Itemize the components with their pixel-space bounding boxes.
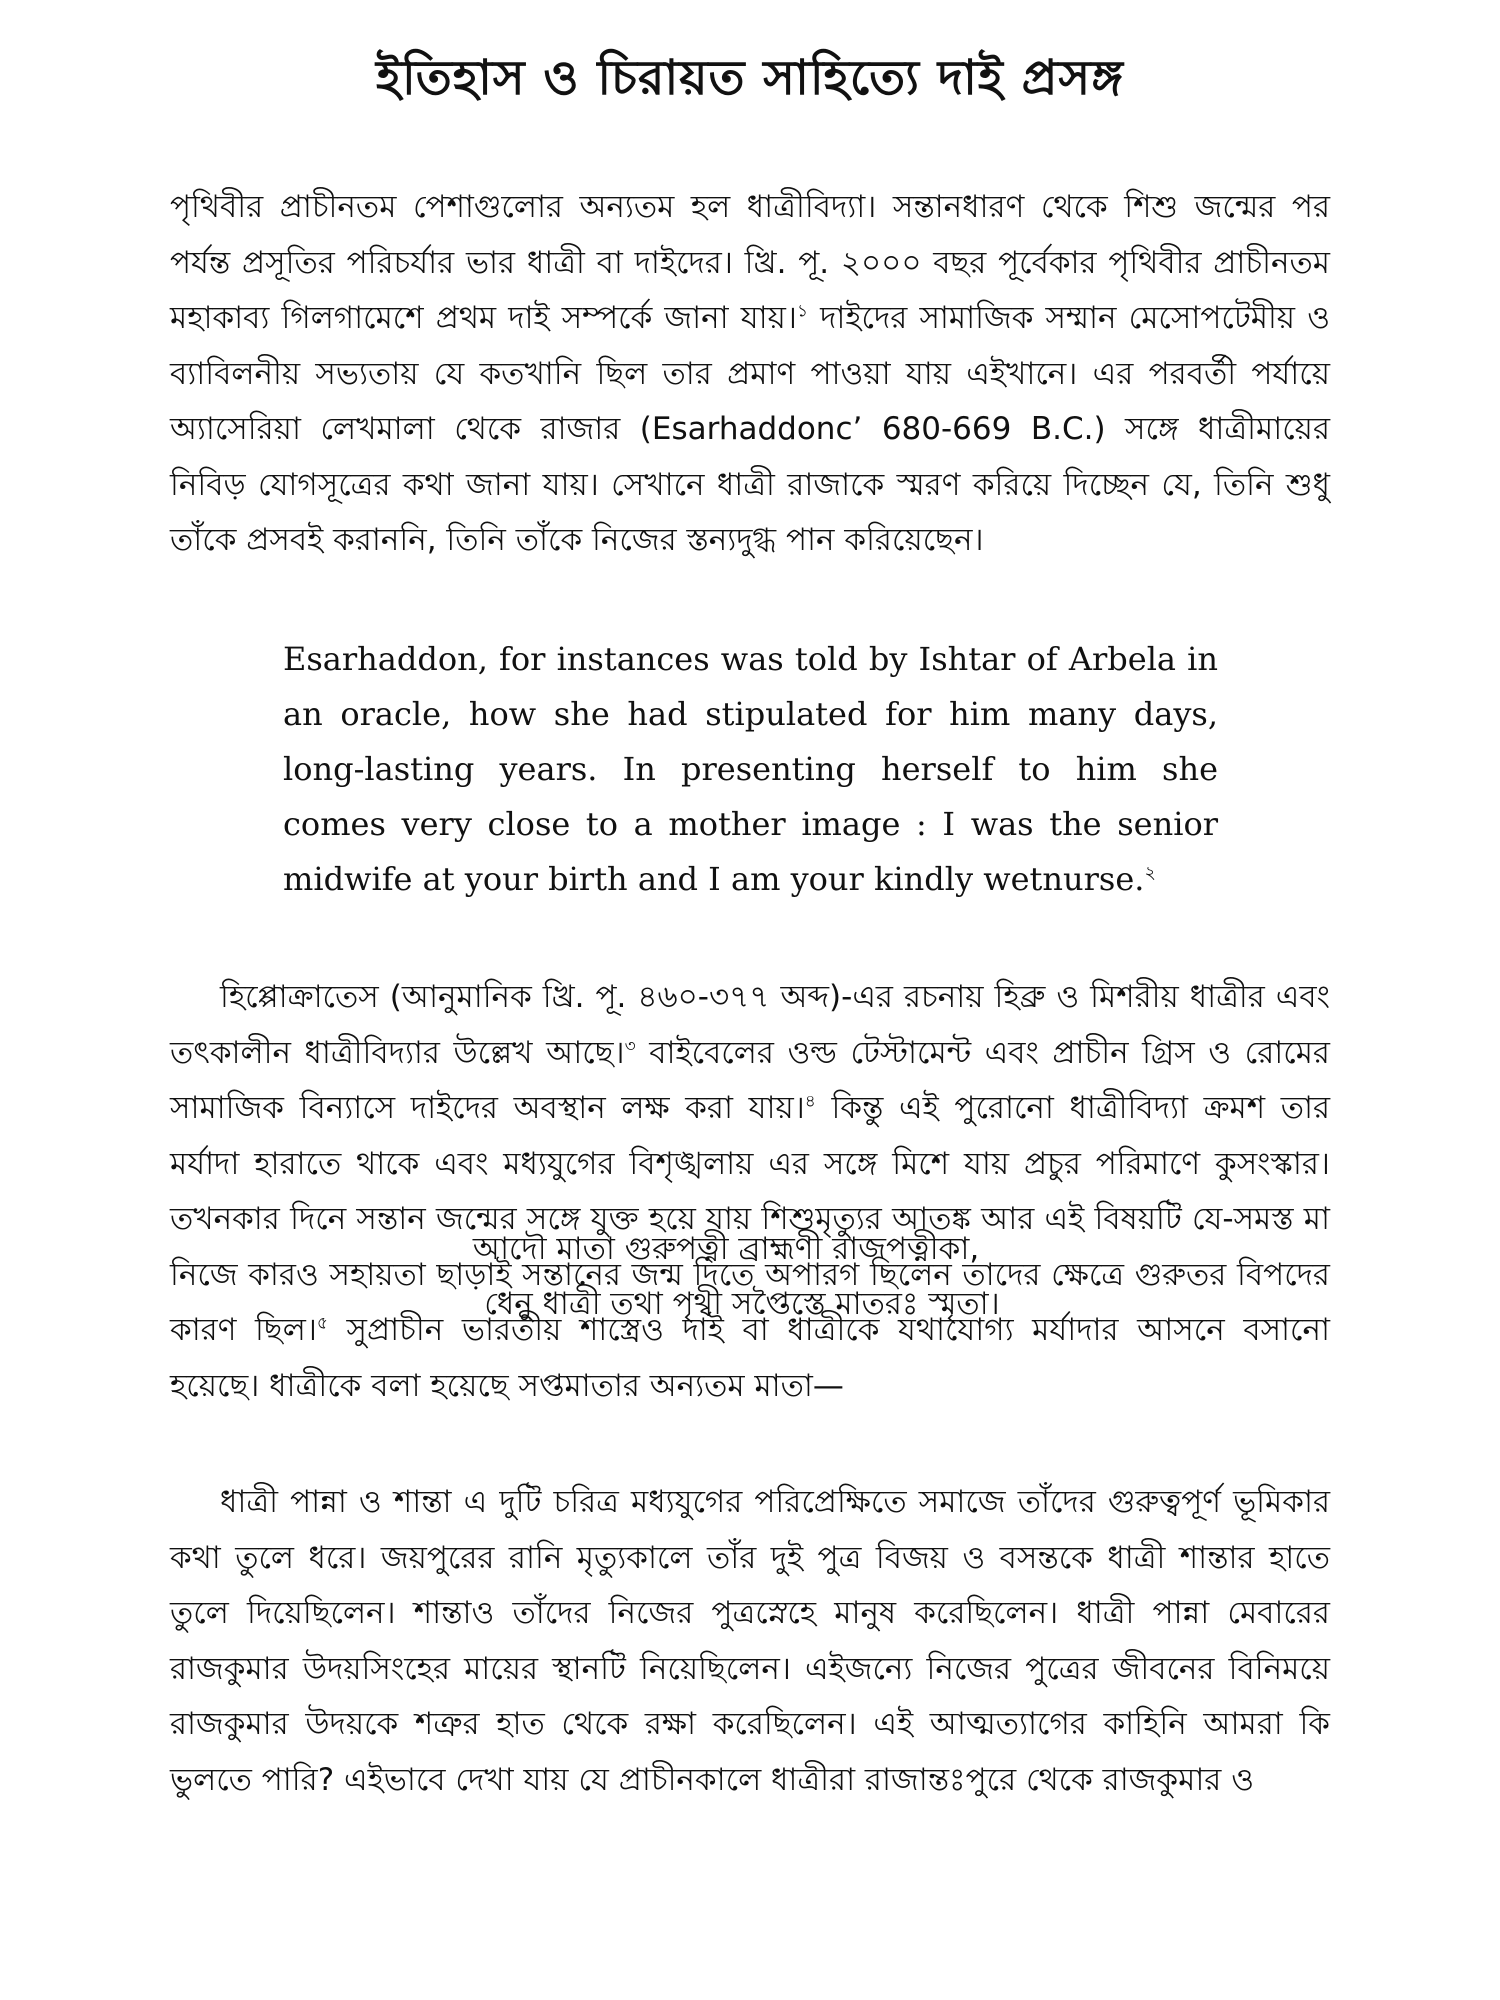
- page-title: ইতিহাস ও চিরায়ত সাহিত্যে দাই প্রসঙ্গ: [376, 50, 1124, 106]
- paragraph-2-text-d: সুপ্রাচীন ভারতীয় শাস্ত্রেও দাই বা ধাত্রীকে যথাযোগ্য মর্যাদার আসনে বসানো হয়েছে। ধাত্রীকে বলা হয়েছে সপ্তমাতার অন্যতম মাতা—: [170, 1312, 1330, 1404]
- paragraph-1: [170, 180, 1330, 569]
- paragraph-2-text-b: বাইবেলের ওল্ড টেস্টামেন্ট এবং প্রাচীন গ্রিস ও রোমের সামাজিক বিন্যাসে দাইদের অবস্থান লক্ষ করা যায়।: [170, 1034, 1330, 1126]
- paragraph-3: ধাত্রী পান্না ও শান্তা এ দুটি চরিত্র মধ্যযুগের পরিপ্রেক্ষিতে সমাজে তাঁদের গুরুত্বপূর্ণ ভূমিকার কথা তুলে ধরে। জয়পুরের রানি মৃত্যুকালে তাঁর দুই পুত্র বিজয় ও বসন্তকে ধাত্রী শান্তার হাতে তুলে দিয়েছিলেন। শান্তাও তাঁদের নিজের পুত্রস্নেহে মানুষ করেছিলেন। ধাত্রী পান্না মেবারের রাজকুমার উদয়সিংহের মায়ের স্থানটি নিয়েছিলেন। এইজন্যে নিজের পুত্রের জীবনের বিনিময়ে রাজকুমার উদয়কে শত্রুর হাত থেকে রক্ষা করেছিলেন। এই আত্মত্যাগের কাহিনি আমরা কি ভুলতে পারি? এইভাবে দেখা যায় যে প্রাচীনকালে ধাত্রীরা রাজান্তঃপুরে থেকে রাজকুমার ও: [170, 1484, 1330, 1798]
- paragraph-2: [170, 970, 1330, 1414]
- footnote-marker-1: ১: [796, 301, 809, 322]
- paragraph-1-text: পৃথিবীর প্রাচীনতম পেশাগুলোর অন্যতম হল ধাত্রীবিদ্যা। সন্তানধারণ থেকে শিশু জন্মের পর পর্যন্ত প্রসূতির পরিচর্যার ভার ধাত্রী বা দাইদের। খ্রি. পূ. ২০০০ বছর পূর্বেকার পৃথিবীর প্রাচীনতম মহাকাব্য গিলগামেশে প্রথম দাই সম্পর্কে জানা যায়।: [170, 189, 1330, 336]
- footnote-marker-5: ৫: [316, 1313, 328, 1334]
- footnote-marker-4: ৪: [804, 1091, 816, 1112]
- verse-line-1: আদৌ মাতা গুরুপত্নী ব্রাহ্মণী রাজপত্নীকা,: [472, 1231, 980, 1267]
- paragraph-2-text-c: কিন্তু এই পুরোনো ধাত্রীবিদ্যা ক্রমশ তার মর্যাদা হারাতে থাকে এবং মধ্যযুগের বিশৃঙ্খলায় এর সঙ্গে মিশে যায় প্রচুর পরিমাণে কুসংস্কার। তখনকার দিনে সন্তান জন্মের সঙ্গে যুক্ত হয়ে যায় শিশুমৃত্যুর আতঙ্ক আর এই বিষয়টি যে-সমস্ত মা নিজে কারও সহায়তা ছাড়াই সন্তানের জন্ম দিতে অপারগ ছিলেন তাদের ক্ষেত্রে গুরুতর বিপদের কারণ ছিল।: [170, 1090, 1330, 1348]
- verse-line-2: ধেনু ধাত্রী তথা পৃথ্বী সপ্তৈস্তে মাতরঃ স্মৃতা।: [484, 1286, 1000, 1322]
- paragraph-2-text-a: হিপ্পোক্রাতেস (আনুমানিক খ্রি. পূ. ৪৬০-৩৭৭ অব্দ)-এর রচনায় হিব্রু ও মিশরীয় ধাত্রীর এবং তৎকালীন ধাত্রীবিদ্যার উল্লেখ আছে।: [170, 979, 1330, 1071]
- footnote-marker-3: ৩: [624, 1036, 636, 1057]
- block-quote: [283, 632, 1218, 907]
- footnote-marker-2: ২: [1144, 863, 1156, 884]
- block-quote-text: Esarhaddon, for instances was told by Ishtar of Arbela in an oracle, how she had stipulated for him many days, long-lasting years. In presenting herself to him she comes very close to a mother image : I was the senior midwife at your birth and I am your kindly wetnurse.: [283, 640, 1218, 898]
- paragraph-1-text-2: দাইদের সামাজিক সম্মান মেসোপটেমীয় ও ব্যাবিলনীয় সভ্যতায় যে কতখানি ছিল তার প্রমাণ পাওয়া যায় এইখানে। এর পরবর্তী পর্যায়ে অ্যাসেরিয়া লেখমালা থেকে রাজার (Esarhaddonc’ 680-669 B.C.) সঙ্গে ধাত্রীমায়ের নিবিড় যোগসূত্রের কথা জানা যায়। সেখানে ধাত্রী রাজাকে স্মরণ করিয়ে দিচ্ছেন যে, তিনি শুধু তাঁকে প্রসবই করাননি, তিনি তাঁকে নিজের স্তন্যদুগ্ধ পান করিয়েছেন।: [170, 300, 1331, 558]
